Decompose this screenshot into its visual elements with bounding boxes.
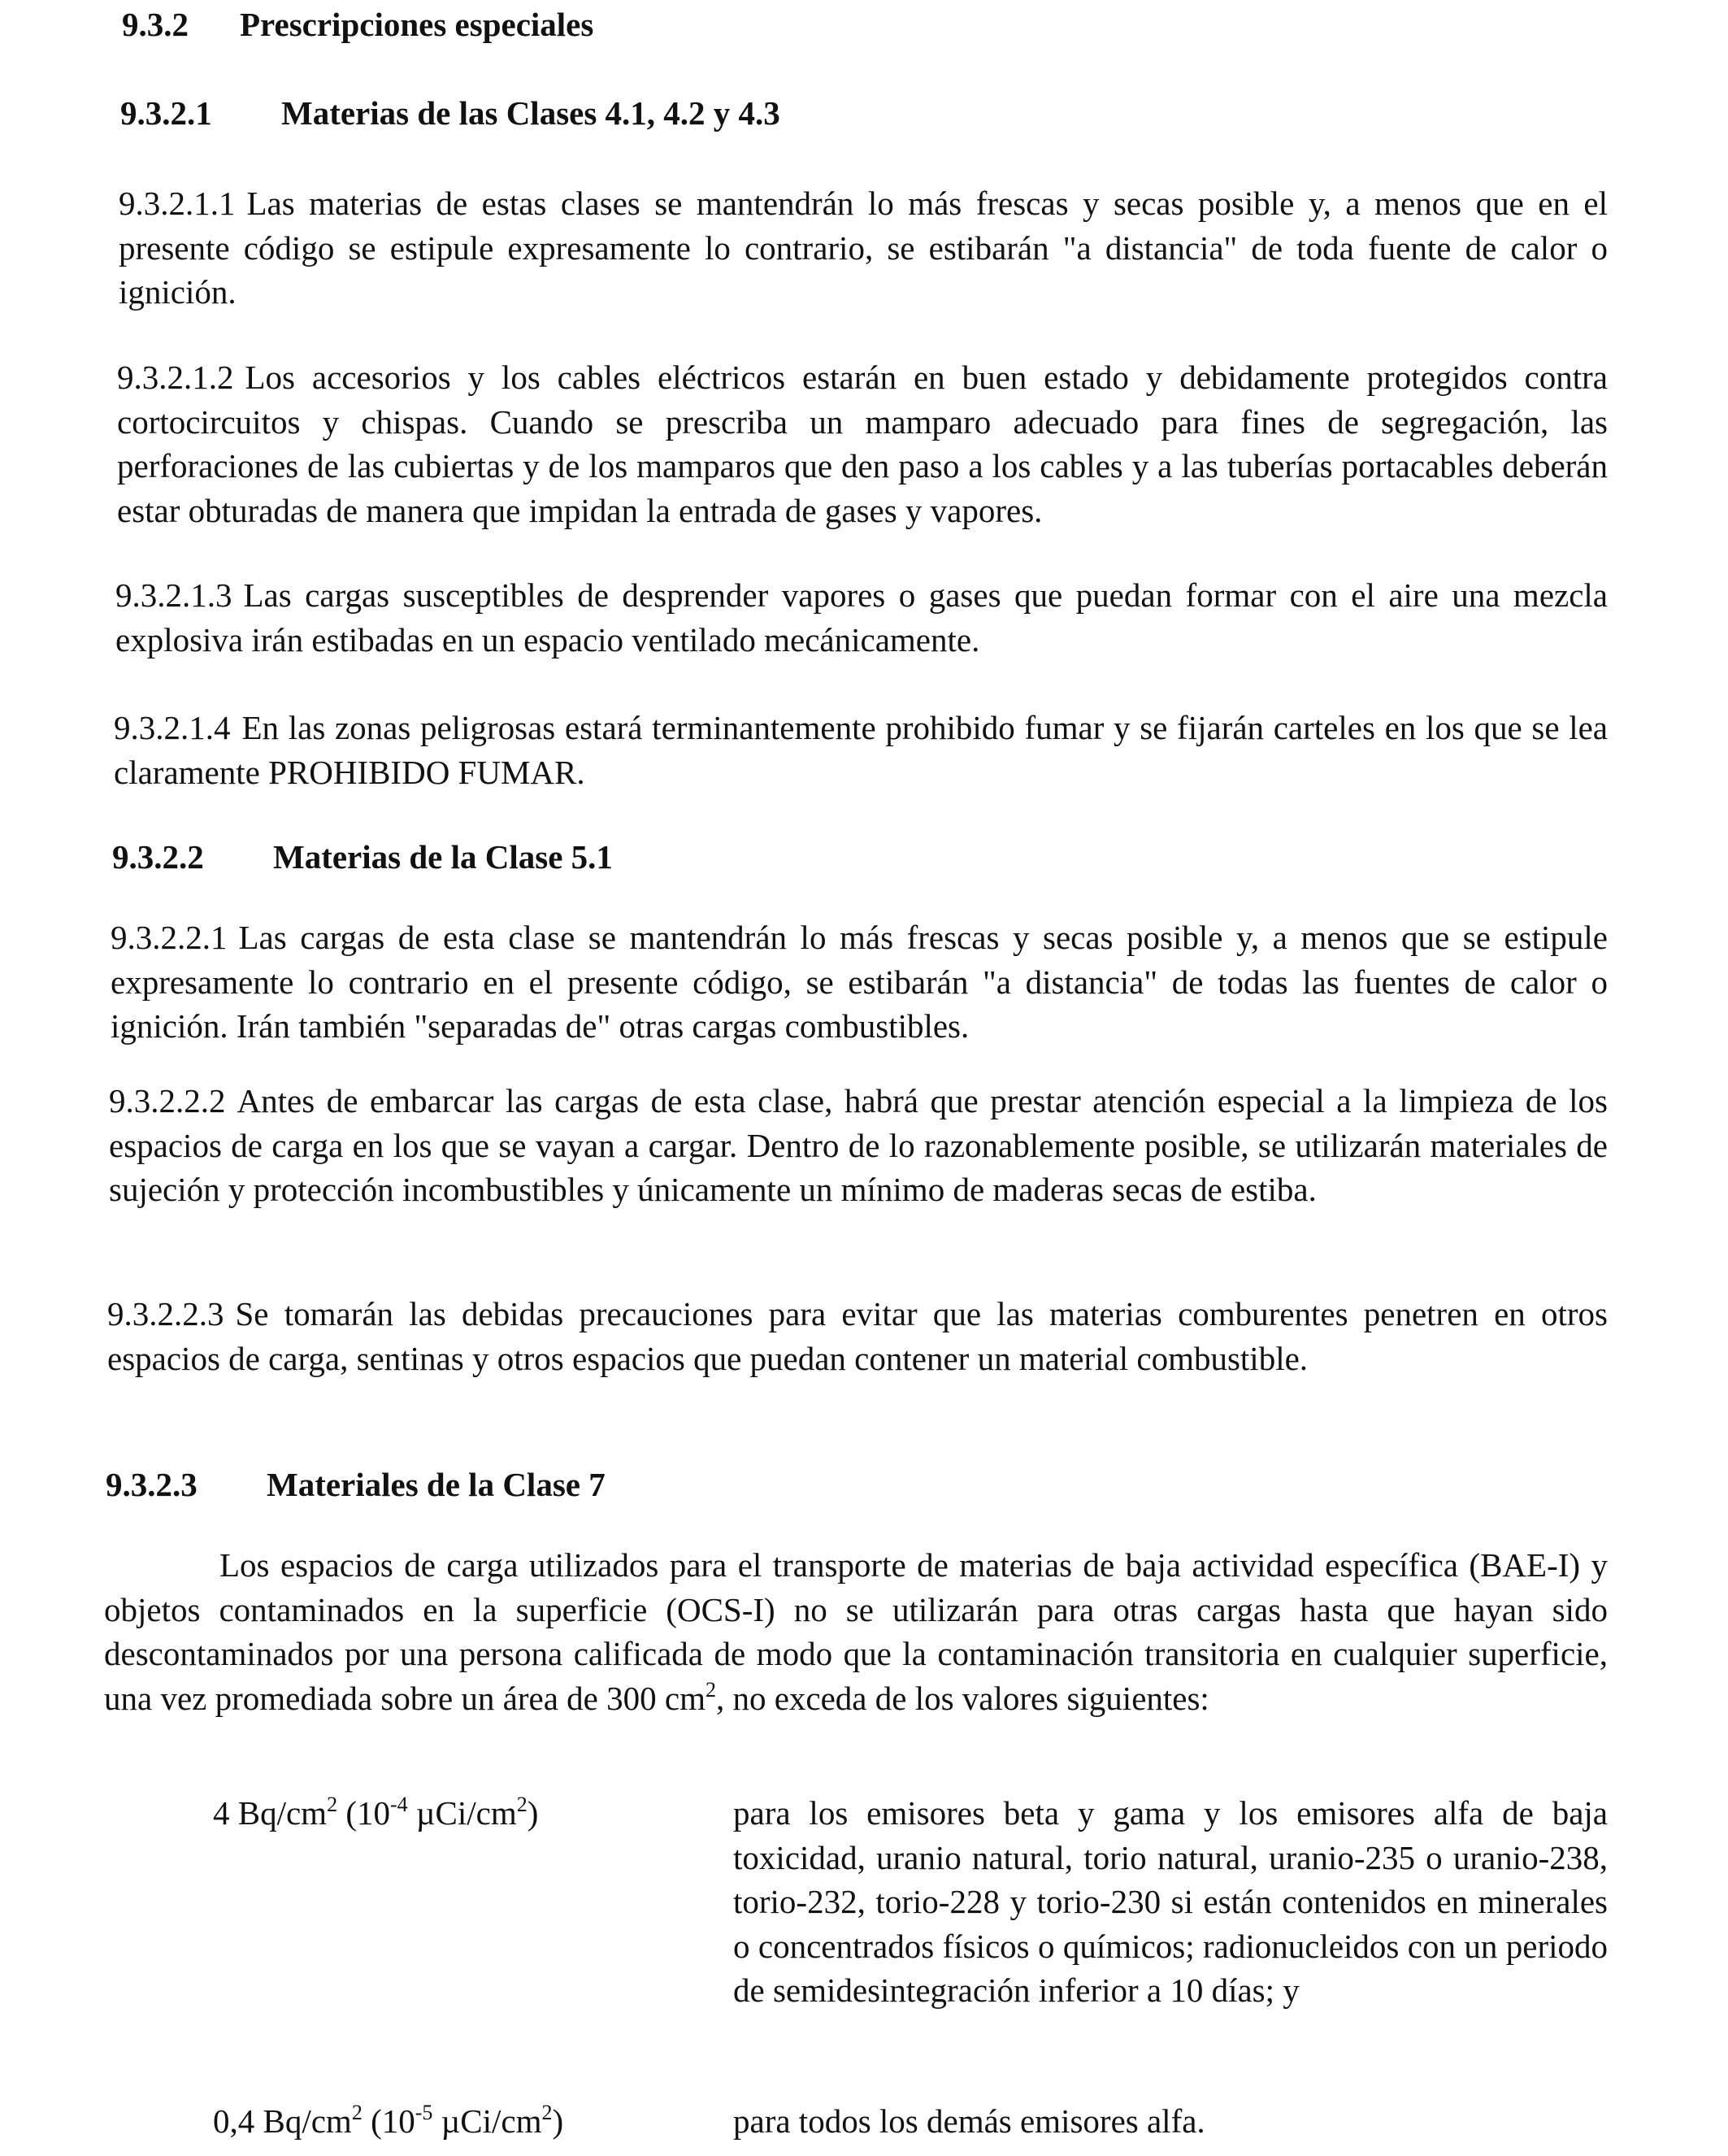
limit-value-2	[213, 2099, 563, 2143]
limit-value-alt-unit: µCi/cm	[407, 1794, 517, 1832]
subsection-number-1: 9.3.2.1	[120, 94, 212, 132]
intro-text-end: , no exceda de los valores siguientes:	[715, 1679, 1209, 1717]
paragraph-number: 9.3.2.2.2	[109, 1082, 226, 1119]
subsection-number-3: 9.3.2.3	[106, 1466, 198, 1503]
limit-description-2: para todos los demás emisores alfa.	[733, 2102, 1205, 2140]
paragraph-number: 9.3.2.1.1	[119, 185, 236, 222]
paragraph-9-3-2-1-1	[119, 181, 1608, 315]
paragraph-number: 9.3.2.2.3	[107, 1295, 224, 1332]
intro-text: Los espacios de carga utilizados para el transporte de materias de baja actividad específica (BAE-I) y objetos contaminados en la superficie (OCS-I) no se utilizarán para otras cargas hasta que hayan sido descontaminados por una persona calificada de modo que la contaminación transitoria en cualquier superficie, una vez promediada sobre un área de 300 cm	[104, 1546, 1608, 1717]
class7-intro-paragraph	[104, 1543, 1608, 1720]
limit-close-paren: )	[552, 2102, 564, 2140]
paragraph-text: En las zonas peligrosas estará terminantemente prohibido fumar y se fijarán carteles en los que se lea claramente PROHIBIDO FUMAR.	[114, 709, 1608, 791]
section-heading	[122, 5, 593, 44]
limit-superscript: 2	[516, 1793, 528, 1816]
subsection-title-3: Materiales de la Clase 7	[267, 1466, 606, 1503]
paragraph-9-3-2-1-4	[114, 706, 1608, 794]
paragraph-9-3-2-2-2	[109, 1079, 1608, 1212]
paragraph-text: Los accesorios y los cables eléctricos estarán en buen estado y debidamente protegidos contra cortocircuitos y chispas. Cuando se prescriba un mamparo adecuado para fines de segregación, las perforaciones de las cubiertas y de los mamparos que den paso a los cables y a las tuberías portacables deberán estar obturadas de manera que impidan la entrada de gases y vapores.	[117, 359, 1608, 529]
limit-superscript: 2	[541, 2101, 553, 2124]
paragraph-9-3-2-1-2	[117, 355, 1608, 532]
limit-exponent: -4	[389, 1793, 408, 1816]
subsection-title-1: Materias de las Clases 4.1, 4.2 y 4.3	[281, 94, 780, 132]
paragraph-9-3-2-1-3	[115, 573, 1608, 662]
limit-value-alt: (10	[362, 2102, 415, 2140]
limit-value-1	[213, 1791, 538, 1835]
subsection-heading-2	[112, 837, 613, 876]
limit-value-alt-unit: µCi/cm	[432, 2102, 542, 2140]
paragraph-number: 9.3.2.2.1	[111, 919, 228, 956]
paragraph-text: Las cargas de esta clase se mantendrán lo más frescas y secas posible y, a menos que se estipule expresamente lo contrario en el presente código, se estibarán "a distancia" de todas las fuentes de calor o ignición. Irán también "separadas de" otras cargas combustibles.	[111, 919, 1608, 1045]
subsection-heading-1	[120, 93, 780, 133]
paragraph-9-3-2-2-3	[107, 1292, 1608, 1380]
subsection-title-2: Materias de la Clase 5.1	[273, 838, 613, 876]
paragraph-number: 9.3.2.1.4	[114, 709, 231, 746]
paragraph-number: 9.3.2.1.3	[115, 576, 232, 614]
limit-superscript: 2	[351, 2101, 363, 2124]
subsection-heading-3	[106, 1465, 606, 1504]
paragraph-9-3-2-2-1	[111, 915, 1608, 1049]
intro-superscript: 2	[705, 1677, 716, 1702]
paragraph-text: Las materias de estas clases se mantendrán lo más frescas y secas posible y, a menos que en el presente código se estipule expresamente lo contrario, se estibarán "a distancia" de toda fuente de calor o ignición.	[119, 185, 1608, 311]
limit-exponent: -5	[415, 2101, 433, 2124]
paragraph-text: Se tomarán las debidas precauciones para evitar que las materias comburentes penetren en otros espacios de carga, sentinas y otros espacios que puedan contener un material combustible.	[107, 1295, 1608, 1377]
limit-value-alt: (10	[337, 1794, 390, 1832]
limit-description-1: para los emisores beta y gama y los emisores alfa de baja toxicidad, uranio natural, torio natural, uranio-235 o uranio-238, torio-232, torio-228 y torio-230 si están contenidos en minerales o concentrados físicos o químicos; radionucleidos con un periodo de semidesintegración inferior a 10 días; y	[733, 1794, 1608, 2009]
limit-value-unit: 4 Bq/cm	[213, 1794, 328, 1832]
limit-superscript: 2	[327, 1793, 338, 1816]
paragraph-text: Antes de embarcar las cargas de esta clase, habrá que prestar atención especial a la limpieza de los espacios de carga en los que se vayan a cargar. Dentro de lo razonablemente posible, se utilizarán materiales de sujeción y protección incombustibles y únicamente un mínimo de maderas secas de estiba.	[109, 1082, 1608, 1208]
limit-value-unit: 0,4 Bq/cm	[213, 2102, 352, 2140]
section-number: 9.3.2	[122, 6, 189, 43]
section-title: Prescripciones especiales	[240, 6, 594, 43]
paragraph-text: Las cargas susceptibles de desprender vapores o gases que puedan formar con el aire una mezcla explosiva irán estibadas en un espacio ventilado mecánicamente.	[115, 576, 1608, 659]
subsection-number-2: 9.3.2.2	[112, 838, 204, 876]
paragraph-number: 9.3.2.1.2	[117, 359, 234, 396]
limit-close-paren: )	[527, 1794, 539, 1832]
